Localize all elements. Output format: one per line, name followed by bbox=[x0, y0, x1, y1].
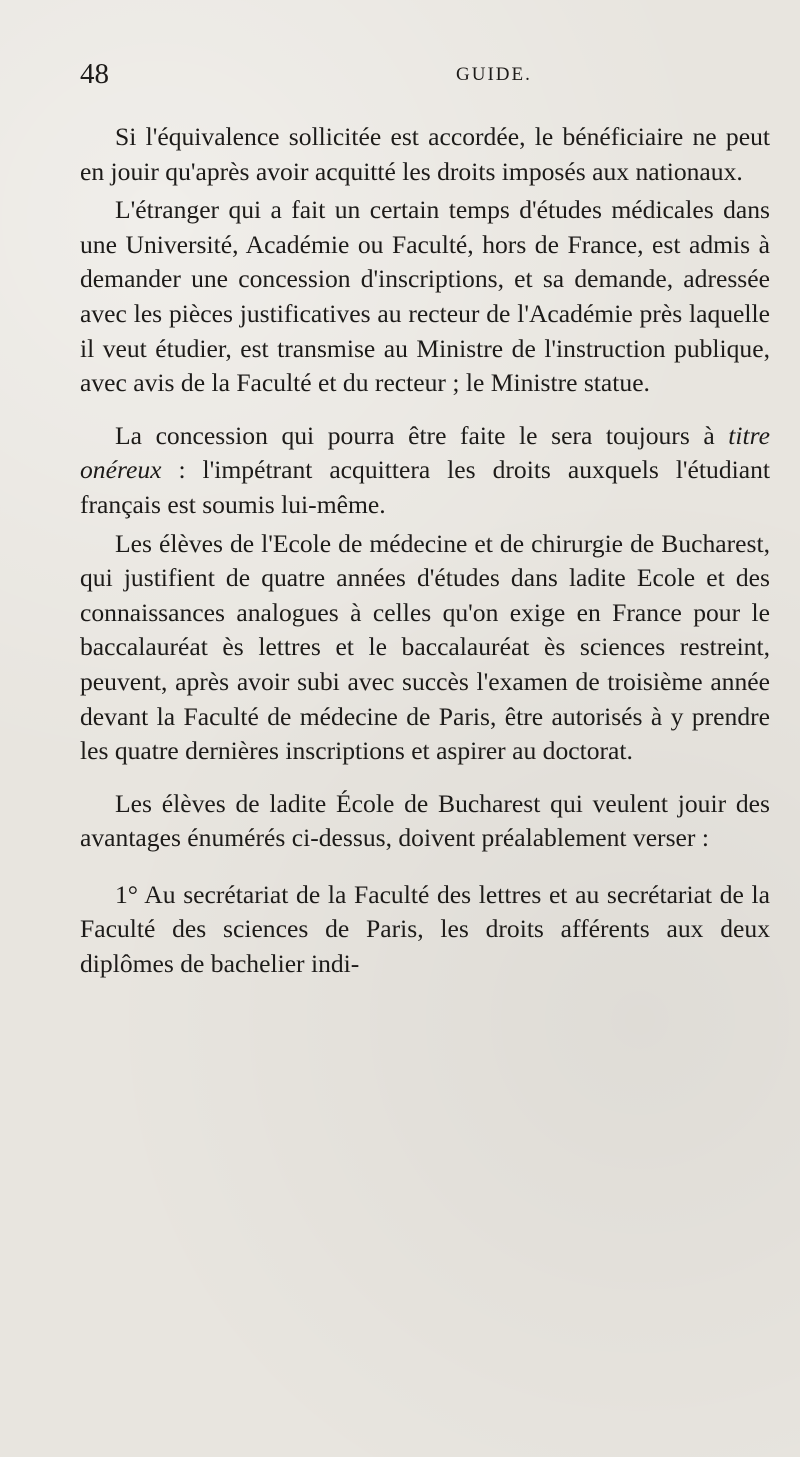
page-header bbox=[80, 58, 770, 98]
paragraph-equivalence: Si l'équivalence sollicitée est accordée, le bénéficiaire ne peut en jouir qu'après avoir acquitté les droits imposés aux nationaux. bbox=[80, 122, 770, 186]
italic-phrase: titre onéreux bbox=[80, 420, 770, 485]
body-text bbox=[80, 120, 770, 982]
paragraph-bucharest-students: Les élèves de l'Ecole de médecine et de chirurgie de Bucharest, qui justifient de quatre années d'études dans ladite Ecole et des connaissances analogues à celles qu'on exige en France pour le baccalauréat ès lettres et le baccalauréat ès sciences restreint, peuvent, après avoir subi avec succès l'examen de troisième année devant la Faculté de médecine de Paris, être autorisés à y prendre les quatre dernières inscriptions et aspirer au doctorat. bbox=[80, 528, 770, 766]
paragraph-foreign-student: L'étranger qui a fait un certain temps d'études médicales dans une Université, Académie ou Faculté, hors de France, est admis à demander une concession d'inscriptions, et sa demande, adressée avec les pièces justificatives au recteur de l'Académie près laquelle il veut étudier, est transmise au Ministre de l'instruction publique, avec avis de la Faculté et du recteur ; le Ministre statue. bbox=[80, 195, 770, 398]
paragraph-concession-text-start: La concession qui pourra être faite le sera toujours à bbox=[115, 420, 729, 450]
paragraph-payment-intro: Les élèves de ladite École de Bucharest qui veulent jouir des avantages énumérés ci-dessus, doivent préalablement verser : bbox=[80, 788, 770, 853]
paragraph-first-item: 1° Au secrétariat de la Faculté des lettres et au secrétariat de la Faculté des sciences de Paris, les droits afférents aux deux diplômes de bachelier indi- bbox=[80, 879, 770, 979]
page-number: 48 bbox=[80, 58, 109, 90]
paragraph-concession-text-end: : l'impétrant acquittera les droits auxquels l'étudiant français est soumis lui-même. bbox=[80, 455, 770, 519]
running-head: GUIDE. bbox=[456, 64, 532, 85]
paragraph-concession bbox=[80, 419, 770, 523]
